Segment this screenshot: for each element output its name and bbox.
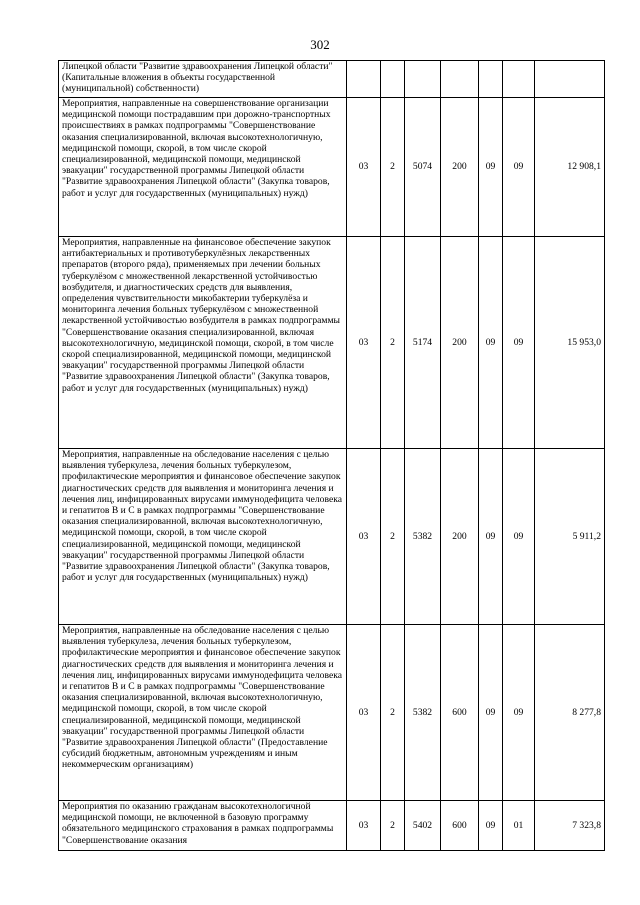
subsection-code: 09	[503, 625, 535, 801]
section-code: 09	[479, 625, 503, 801]
table-row	[59, 801, 605, 851]
table-row	[59, 98, 605, 237]
row-description: Мероприятия, направленные на обследование населения с целью выявления туберкулеза, лечения больных туберкулезом, профилактические мероприятия и финансовое обеспечение закупок диагностических средств для выявления и мониторинга лечения и лечения лиц, инфицированных вирусами иммунодефицита человека и гепатитов В и С в рамках подпрограммы "Совершенствование оказания специализированной, включая высокотехнологичную, медицинской помощи, скорой, в том числе скорой специализированной, медицинской помощи, медицинской эвакуации" государственной программы Липецкой области "Развитие здравоохранения Липецкой области" (Закупка товаров, работ и услуг для государственных (муниципальных) нужд)	[59, 449, 347, 625]
program-code	[347, 61, 381, 98]
budget-table	[58, 60, 605, 851]
amount: 7 323,8	[535, 801, 605, 851]
amount: 8 277,8	[535, 625, 605, 801]
section-code: 09	[479, 237, 503, 449]
table-row	[59, 61, 605, 98]
program-code: 03	[347, 625, 381, 801]
direction-code: 5382	[405, 625, 441, 801]
amount: 15 953,0	[535, 237, 605, 449]
expense-type-code	[441, 61, 479, 98]
expense-type-code: 200	[441, 237, 479, 449]
subprogram-code	[381, 61, 405, 98]
program-code: 03	[347, 801, 381, 851]
program-code: 03	[347, 449, 381, 625]
subsection-code: 09	[503, 237, 535, 449]
subprogram-code: 2	[381, 237, 405, 449]
subprogram-code: 2	[381, 449, 405, 625]
direction-code: 5174	[405, 237, 441, 449]
direction-code: 5382	[405, 449, 441, 625]
direction-code: 5074	[405, 98, 441, 237]
row-description: Липецкой области "Развитие здравоохранения Липецкой области" (Капитальные вложения в объекты государственной (муниципальной) собственности)	[59, 61, 347, 98]
subprogram-code: 2	[381, 98, 405, 237]
row-description: Мероприятия, направленные на обследование населения с целью выявления туберкулеза, лечения больных туберкулезом, профилактические мероприятия и финансовое обеспечение закупок диагностических средств для выявления и мониторинга лечения и лечения лиц, инфицированных вирусами иммунодефицита человека и гепатитов В и С в рамках подпрограммы "Совершенствование оказания специализированной, включая высокотехнологичную, медицинской помощи, скорой, в том числе скорой специализированной, медицинской помощи, медицинской эвакуации" государственной программы Липецкой области "Развитие здравоохранения Липецкой области" (Предоставление субсидий бюджетным, автономным учреждениям и иным некоммерческим организациям)	[59, 625, 347, 801]
section-code: 09	[479, 801, 503, 851]
subprogram-code: 2	[381, 801, 405, 851]
expense-type-code: 600	[441, 801, 479, 851]
table-row	[59, 449, 605, 625]
row-description: Мероприятия, направленные на финансовое обеспечение закупок антибактериальных и противотуберкулёзных лекарственных препаратов (второго ряда), применяемых при лечении больных туберкулёзом с множественной лекарственной устойчивостью возбудителя, и диагностических средств для выявления, определения чувствительности микобактерии туберкулёза и мониторинга лечения больных туберкулёзом с множественной лекарственной устойчивостью возбудителя в рамках подпрограммы "Совершенствование оказания специализированной, включая высокотехнологичную, медицинской помощи, скорой, в том числе скорой специализированной, медицинской помощи, медицинской эвакуации" государственной программы Липецкой области "Развитие здравоохранения Липецкой области" (Закупка товаров, работ и услуг для государственных (муниципальных) нужд)	[59, 237, 347, 449]
section-code: 09	[479, 449, 503, 625]
amount: 5 911,2	[535, 449, 605, 625]
subsection-code: 09	[503, 449, 535, 625]
subsection-code: 01	[503, 801, 535, 851]
program-code: 03	[347, 237, 381, 449]
section-code: 09	[479, 98, 503, 237]
subsection-code: 09	[503, 98, 535, 237]
amount: 12 908,1	[535, 98, 605, 237]
subsection-code	[503, 61, 535, 98]
amount	[535, 61, 605, 98]
row-description: Мероприятия по оказанию гражданам высокотехнологичной медицинской помощи, не включенной в базовую программу обязательного медицинского страхования в рамках подпрограммы "Совершенствование оказания	[59, 801, 347, 851]
subprogram-code: 2	[381, 625, 405, 801]
page-number: 302	[310, 37, 330, 52]
row-description: Мероприятия, направленные на совершенствование организации медицинской помощи пострадавшим при дорожно-транспортных происшествиях в рамках подпрограммы "Совершенствование оказания специализированной, включая высокотехнологичную, медицинской помощи, скорой, в том числе скорой специализированной, медицинской помощи, медицинской эвакуации" государственной программы Липецкой области "Развитие здравоохранения Липецкой области" (Закупка товаров, работ и услуг для государственных (муниципальных) нужд)	[59, 98, 347, 237]
direction-code: 5402	[405, 801, 441, 851]
direction-code	[405, 61, 441, 98]
expense-type-code: 600	[441, 625, 479, 801]
expense-type-code: 200	[441, 98, 479, 237]
table-row	[59, 237, 605, 449]
expense-type-code: 200	[441, 449, 479, 625]
section-code	[479, 61, 503, 98]
program-code: 03	[347, 98, 381, 237]
table-row	[59, 625, 605, 801]
